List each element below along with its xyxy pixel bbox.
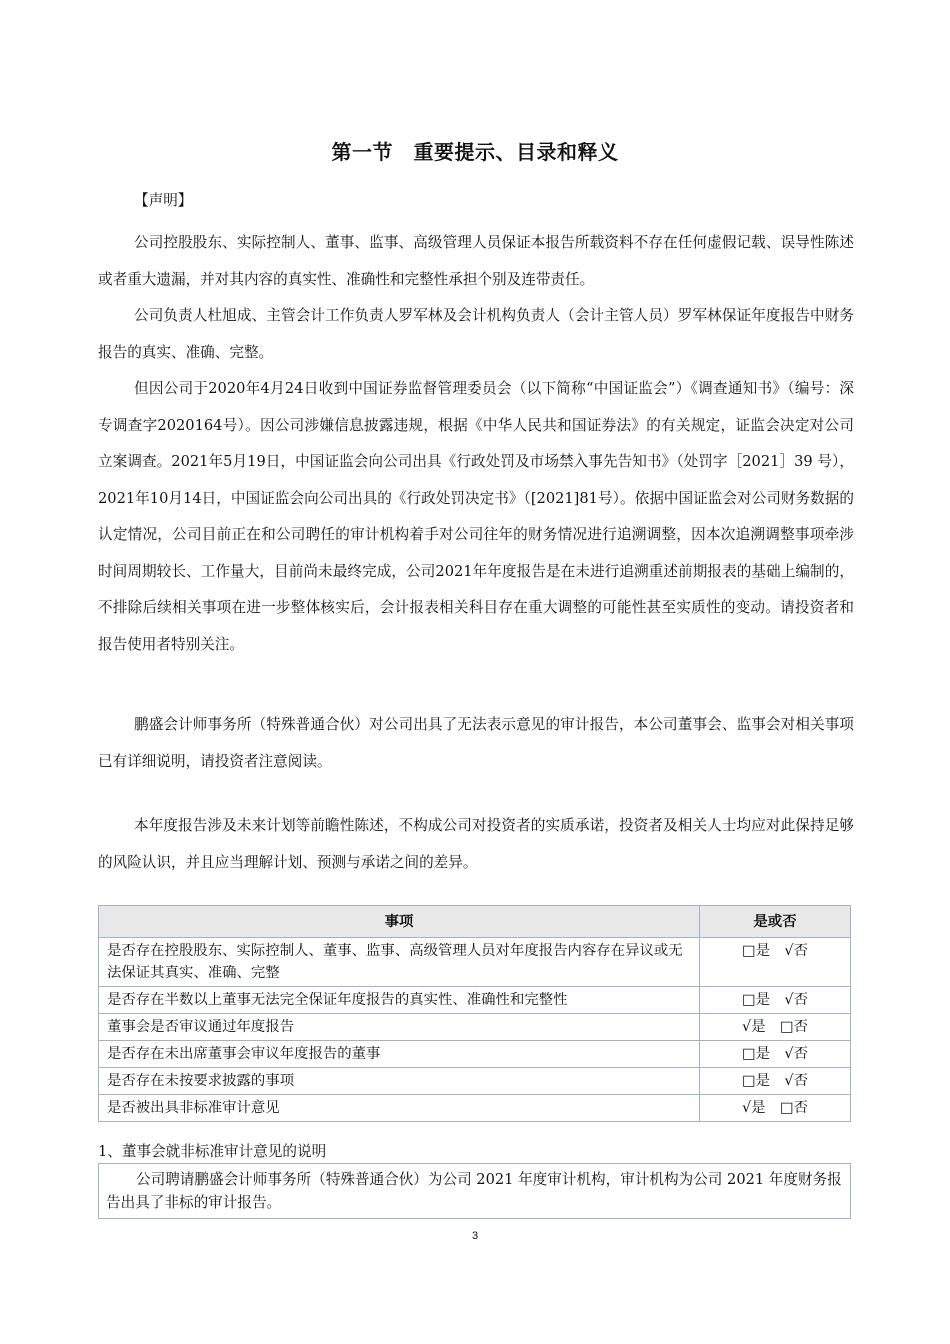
row-item: 是否被出具非标准审计意见 — [99, 1095, 700, 1122]
paragraph-guarantee: 公司控股股东、实际控制人、董事、监事、高级管理人员保证本报告所载资料不存在任何虚假记载、误导性陈述或者重大遗漏，并对其内容的真实性、准确性和完整性承担个别及连带责任。 — [98, 234, 854, 288]
table-row — [99, 1041, 851, 1068]
row-answer: √是 □否 — [700, 1095, 851, 1122]
row-answer: √是 □否 — [700, 1014, 851, 1041]
header-item: 事项 — [99, 906, 700, 938]
page-title: 第一节 重要提示、目录和释义 — [331, 140, 619, 164]
table-row — [99, 1068, 851, 1095]
row-item: 董事会是否审议通过年度报告 — [99, 1014, 700, 1041]
board-note-box: 公司聘请鹏盛会计师事务所（特殊普通合伙）为公司 2021 年度审计机构，审计机构为公司 2021 年度财务报告出具了非标的审计报告。 — [98, 1163, 851, 1219]
table-row — [99, 938, 851, 987]
paragraph-responsible-persons: 公司负责人杜旭成、主管会计工作负责人罗军林及会计机构负责人（会计主管人员）罗军林保证年度报告中财务报告的真实、准确、完整。 — [98, 307, 854, 361]
confirmation-table — [98, 905, 851, 1122]
statement-label: 【声明】 — [134, 192, 193, 209]
table-row — [99, 987, 851, 1014]
board-note-heading: 1、董事会就非标准审计意见的说明 — [98, 1143, 327, 1160]
row-item: 是否存在控股股东、实际控制人、董事、监事、高级管理人员对年度报告内容存在异议或无法保证其真实、准确、完整 — [99, 938, 700, 987]
row-answer: □是 √否 — [700, 1041, 851, 1068]
page-number: 3 — [471, 1230, 479, 1242]
paragraph-investigation: 但因公司于2020年4月24日收到中国证券监督管理委员会（以下简称“中国证监会”）《调查通知书》（编号：深专调查字2020164号）。因公司涉嫌信息披露违规，根据《中华人民共和国证券法》的有关规定，证监会决定对公司立案调查。2021年5月19日，中国证监会向公司出具《行政处罚及市场禁入事先告知书》（处罚字［2021］39 号），2021年10月14日，中国证监会向公司出具的《行政处罚决定书》（[2021]81号）。依据中国证监会对公司财务数据的认定情况，公司目前正在和公司聘任的审计机构着手对公司往年的财务情况进行追溯调整，因本次追溯调整事项牵涉时间周期较长、工作量大，目前尚未最终完成，公司2021年年度报告是在未进行追溯重述前期报表的基础上编制的，不排除后续相关事项在进一步整体核实后，会计报表相关科目存在重大调整的可能性甚至实质性的变动。请投资者和报告使用者特别关注。 — [98, 380, 854, 653]
header-answer: 是或否 — [700, 906, 851, 938]
row-item: 是否存在未按要求披露的事项 — [99, 1068, 700, 1095]
paragraph-audit-opinion: 鹏盛会计师事务所（特殊普通合伙）对公司出具了无法表示意见的审计报告，本公司董事会、监事会对相关事项已有详细说明，请投资者注意阅读。 — [98, 716, 854, 770]
table-row — [99, 1014, 851, 1041]
row-answer: □是 √否 — [700, 938, 851, 987]
table-header-row — [99, 906, 851, 938]
row-item: 是否存在未出席董事会审议年度报告的董事 — [99, 1041, 700, 1068]
row-item: 是否存在半数以上董事无法完全保证年度报告的真实性、准确性和完整性 — [99, 987, 700, 1014]
table-row — [99, 1095, 851, 1122]
row-answer: □是 √否 — [700, 1068, 851, 1095]
paragraph-forward-looking: 本年度报告涉及未来计划等前瞻性陈述，不构成公司对投资者的实质承诺，投资者及相关人士均应对此保持足够的风险认识，并且应当理解计划、预测与承诺之间的差异。 — [98, 817, 854, 871]
row-answer: □是 √否 — [700, 987, 851, 1014]
